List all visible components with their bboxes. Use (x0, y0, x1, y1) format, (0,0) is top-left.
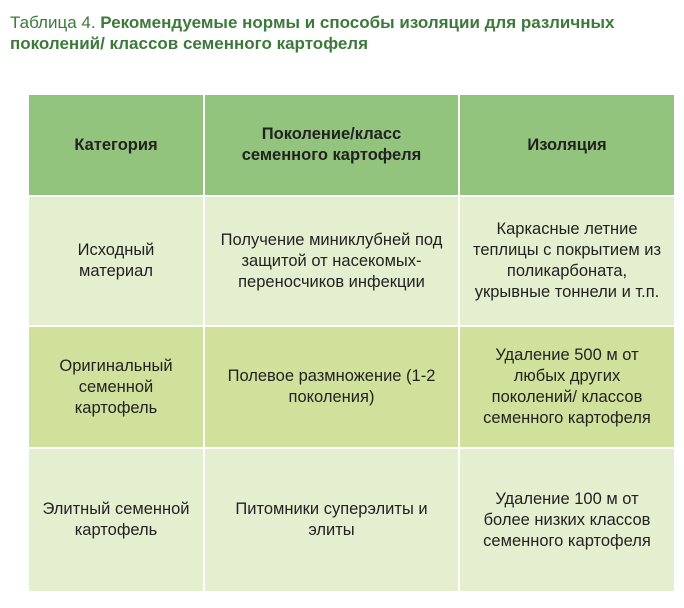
table-row (28, 448, 675, 592)
cell-category: Исходный материал (28, 196, 204, 326)
cell-isolation: Удаление 500 м от любых других поколений/ классов семенного картофеля (459, 326, 675, 448)
table-row (28, 326, 675, 448)
header-category: Категория (28, 94, 204, 196)
caption-title: Рекомендуемые нормы и способы изоляции для различных поколений/ классов семенного картофеля (10, 13, 615, 53)
cell-category: Оригинальный семенной картофель (28, 326, 204, 448)
table-row (28, 196, 675, 326)
cell-isolation: Удаление 100 м от более низких классов семенного картофеля (459, 448, 675, 592)
cell-generation: Питомники суперэлиты и элиты (204, 448, 459, 592)
caption-prefix: Таблица 4. (10, 13, 101, 32)
table-header-row (28, 94, 675, 196)
header-generation: Поколение/класс семенного картофеля (204, 94, 459, 196)
cell-generation: Полевое размножение (1-2 поколения) (204, 326, 459, 448)
isolation-norms-table (27, 93, 676, 593)
header-isolation: Изоляция (459, 94, 675, 196)
cell-generation: Получение миниклубней под защитой от насекомых-переносчиков инфекции (204, 196, 459, 326)
cell-category: Элитный семенной картофель (28, 448, 204, 592)
table-caption (10, 12, 674, 54)
cell-isolation: Каркасные летние теплицы с покрытием из поликарбоната, укрывные тоннели и т.п. (459, 196, 675, 326)
